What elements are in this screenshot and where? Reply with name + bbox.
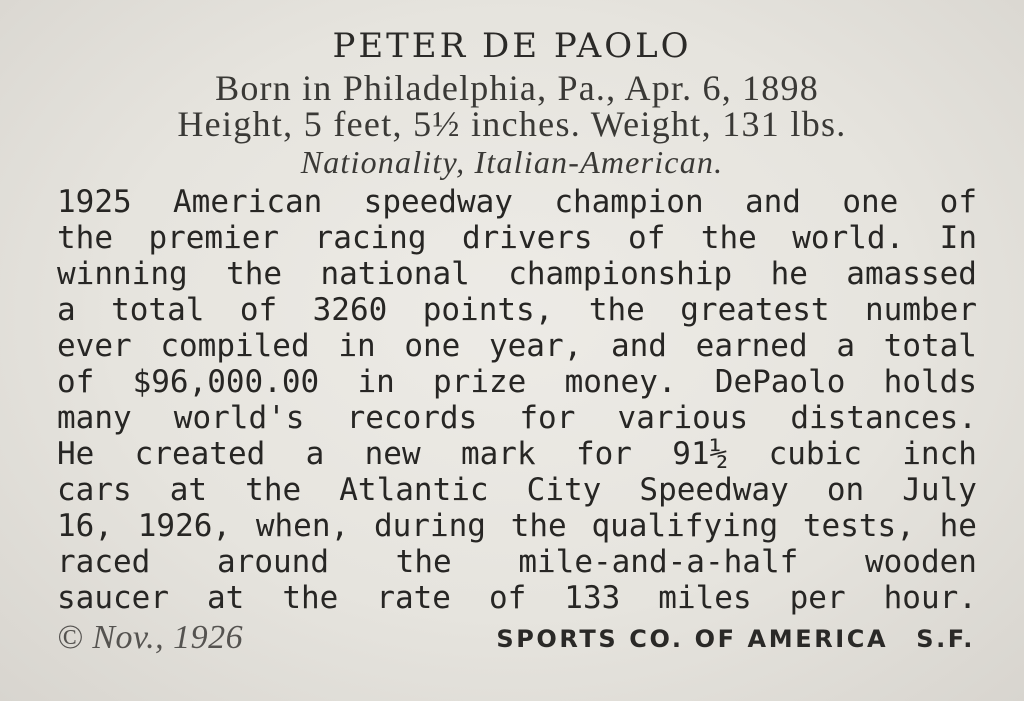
bio-word: mile-and-a-half — [518, 544, 799, 580]
bio-word: he — [939, 508, 977, 544]
bio-line — [57, 472, 977, 508]
bio-word: of — [57, 364, 95, 400]
bio-word: at — [206, 580, 245, 616]
bio-line — [57, 292, 977, 328]
bio-word: of — [239, 292, 278, 328]
bio-word: one — [404, 328, 461, 364]
bio-word: on — [826, 472, 865, 508]
bio-word: various — [617, 400, 749, 436]
bio-word: when, — [255, 508, 350, 544]
bio-word: wooden — [864, 544, 977, 580]
bio-word: a — [305, 436, 325, 472]
bio-word: He — [57, 436, 95, 472]
bio-word: in — [357, 364, 395, 400]
bio-word: mark — [460, 436, 536, 472]
bio-word: a — [836, 328, 855, 364]
bio-word: the — [700, 220, 757, 256]
bio-word: year, — [488, 328, 583, 364]
card-title: PETER DE PAOLO — [332, 26, 692, 66]
bio-word: of — [939, 184, 977, 220]
nationality: Nationality, Italian-American. — [300, 144, 724, 180]
bio-word: winning — [57, 256, 188, 292]
bio-word: speedway — [363, 184, 513, 220]
bio-word: saucer — [57, 580, 169, 616]
bio-word: $96,000.00 — [132, 364, 320, 400]
bio-word: per — [789, 580, 846, 616]
bio-word: the — [226, 256, 283, 292]
card-footer — [57, 616, 975, 660]
bio-word: drivers — [461, 220, 593, 256]
bio-word: many — [57, 400, 132, 436]
publisher-city: S.F. — [916, 625, 975, 653]
bio-word: qualifying — [591, 508, 779, 544]
bio-word: the — [57, 220, 113, 256]
bio-word: new — [364, 436, 421, 472]
bio-word: and — [744, 184, 801, 220]
bio-word: during — [373, 508, 486, 544]
bio-word: Atlantic — [339, 472, 489, 508]
bio-word: 133 — [564, 580, 621, 616]
bio-word: DePaolo — [714, 364, 846, 400]
bio-word: champion — [554, 184, 704, 220]
bio-word: 1926, — [137, 508, 232, 544]
bio-word: American — [173, 184, 323, 220]
bio-word: July — [902, 472, 977, 508]
height-weight: Height, 5 feet, 5½ inches. Weight, 131 lbs. — [177, 104, 847, 144]
bio-line — [57, 544, 977, 580]
bio-line — [57, 580, 977, 616]
bio-word: one — [842, 184, 899, 220]
bio-word: raced — [57, 544, 151, 580]
bio-line — [57, 220, 977, 256]
bio-word: he — [770, 256, 808, 292]
bio-word: ever — [57, 328, 132, 364]
bio-word: for — [575, 436, 632, 472]
bio-word: around — [217, 544, 329, 580]
bio-word: total — [111, 292, 205, 328]
bio-word: tests, — [802, 508, 915, 544]
bio-word: in — [338, 328, 376, 364]
bio-word: compiled — [160, 328, 310, 364]
bio-word: the — [245, 472, 302, 508]
bio-word: 1925 — [57, 184, 132, 220]
bio-word: racing — [314, 220, 427, 256]
bio-word: the — [282, 580, 339, 616]
bio-word: at — [169, 472, 208, 508]
bio-word: the — [588, 292, 645, 328]
bio-word: championship — [508, 256, 733, 292]
bio-word: amassed — [846, 256, 977, 292]
bio-word: created — [134, 436, 266, 472]
bio-word: 3260 — [312, 292, 388, 328]
bio-word: points, — [422, 292, 554, 328]
bio-word: premier — [148, 220, 280, 256]
bio-line — [57, 364, 977, 400]
publisher-name: SPORTS CO. OF AMERICA — [496, 625, 889, 653]
bio-word: miles — [658, 580, 752, 616]
bio-line — [57, 400, 977, 436]
bio-line — [57, 508, 977, 544]
bio-word: cars — [57, 472, 132, 508]
bio-word: records — [346, 400, 478, 436]
bio-word: for — [519, 400, 576, 436]
bio-word: inch — [902, 436, 977, 472]
bio-line — [57, 256, 977, 292]
bio-word: 16, — [57, 508, 113, 544]
bio-word: distances. — [790, 400, 977, 436]
bio-word: world's — [173, 400, 305, 436]
copyright-date: © Nov., 1926 — [57, 619, 244, 656]
bio-word: rate — [376, 580, 451, 616]
bio-word: the — [510, 508, 567, 544]
bio-line — [57, 184, 977, 220]
bio-word: money. — [564, 364, 677, 400]
bio-word: hour. — [883, 580, 977, 616]
biography — [57, 184, 977, 616]
bio-word: of — [488, 580, 527, 616]
bio-word: number — [865, 292, 977, 328]
bio-word: a — [57, 292, 76, 328]
bio-word: earned — [695, 328, 808, 364]
bio-word: the — [395, 544, 452, 580]
bio-word: 91½ — [672, 436, 729, 472]
bio-word: greatest — [680, 292, 830, 328]
bio-word: holds — [883, 364, 977, 400]
bio-word: national — [320, 256, 470, 292]
bio-word: In — [939, 220, 977, 256]
publisher — [496, 624, 975, 654]
bio-word: of — [628, 220, 666, 256]
bio-word: cubic — [768, 436, 862, 472]
birth-info: Born in Philadelphia, Pa., Apr. 6, 1898 — [215, 68, 819, 108]
bio-word: total — [883, 328, 977, 364]
bio-line — [57, 328, 977, 364]
bio-word: Speedway — [639, 472, 789, 508]
bio-word: world. — [792, 220, 905, 256]
bio-word: City — [526, 472, 602, 508]
bio-word: prize — [433, 364, 527, 400]
bio-word: and — [610, 328, 667, 364]
bio-line — [57, 436, 977, 472]
